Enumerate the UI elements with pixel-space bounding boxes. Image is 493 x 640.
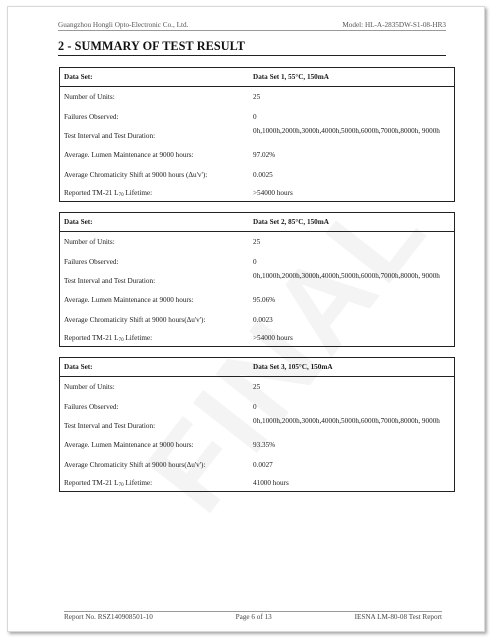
lifetime-label: Reported TM-21 $L_{70}$ Lifetime:: [64, 189, 153, 198]
chroma-value: 0.0023: [253, 316, 273, 324]
data-set-value: Data Set 2, 85°C, 150mA: [253, 218, 329, 226]
failures-value: 0: [253, 403, 257, 411]
data-set-2-table: [59, 212, 455, 347]
model-number: Model: HL-A-2835DW-S1-08-HR3: [342, 21, 446, 29]
data-set-value: Data Set 3, 105°C, 150mA: [253, 363, 333, 371]
failures-label: Failures Observed:: [64, 403, 119, 411]
report-number: Report No. RSZ140908501-10: [64, 613, 153, 621]
data-set-row: [60, 358, 454, 377]
chroma-value: 0.0025: [253, 171, 273, 179]
lifetime-label: Reported TM-21 $L_{70}$ Lifetime:: [64, 334, 153, 343]
units-value: 25: [253, 93, 261, 101]
units-label: Number of Units:: [64, 93, 115, 101]
failures-label: Failures Observed:: [64, 258, 119, 266]
lumen-value: 95.06%: [253, 296, 276, 304]
data-set-row: [60, 213, 454, 232]
interval-label: Test Interval and Test Duration:: [64, 422, 156, 430]
interval-value: 0h,1000h,2000h,3000h,4000h,5000h,6000h,7000h,8000h, 9000h: [253, 417, 440, 425]
page-header: [58, 21, 446, 31]
units-label: Number of Units:: [64, 383, 115, 391]
data-set-1-table: [59, 67, 455, 202]
units-value: 25: [253, 383, 261, 391]
page-footer: [64, 611, 442, 621]
lumen-label: Average. Lumen Maintenance at 9000 hours:: [64, 441, 194, 449]
data-set-label: Data Set:: [64, 73, 93, 81]
lifetime-label: Reported TM-21 $L_{70}$ Lifetime:: [64, 479, 153, 488]
interval-label: Test Interval and Test Duration:: [64, 277, 156, 285]
data-set-value: Data Set 1, 55°C, 150mA: [253, 73, 329, 81]
lumen-label: Average. Lumen Maintenance at 9000 hours:: [64, 296, 194, 304]
lumen-value: 97.02%: [253, 151, 276, 159]
interval-value: 0h,1000h,2000h,3000h,4000h,5000h,6000h,7000h,8000h, 9000h: [253, 127, 440, 135]
section-title: 2 - SUMMARY OF TEST RESULT: [58, 39, 245, 53]
failures-value: 0: [253, 113, 257, 121]
lifetime-value: >54000 hours: [253, 189, 293, 197]
lifetime-value: >54000 hours: [253, 334, 293, 342]
lumen-value: 93.35%: [253, 441, 276, 449]
data-set-label: Data Set:: [64, 218, 93, 226]
lumen-label: Average. Lumen Maintenance at 9000 hours:: [64, 151, 194, 159]
chroma-label: Average Chromaticity Shift at 9000 hours(Δu'v'):: [64, 316, 206, 324]
data-set-3-table: [59, 357, 455, 492]
report-page: [7, 6, 485, 632]
report-standard: IESNA LM-80-08 Test Report: [354, 613, 442, 621]
interval-label: Test Interval and Test Duration:: [64, 132, 156, 140]
failures-label: Failures Observed:: [64, 113, 119, 121]
page-number: Page 6 of 13: [235, 613, 272, 621]
data-set-row: [60, 68, 454, 87]
company-name: Guangzhou Hongli Opto-Electronic Co., Ltd.: [58, 21, 189, 29]
units-value: 25: [253, 238, 261, 246]
interval-value: 0h,1000h,2000h,3000h,4000h,5000h,6000h,7000h,8000h, 9000h: [253, 272, 440, 280]
title-divider: [58, 55, 446, 56]
failures-value: 0: [253, 258, 257, 266]
chroma-value: 0.0027: [253, 461, 273, 469]
data-set-label: Data Set:: [64, 363, 93, 371]
lifetime-value: 41000 hours: [253, 479, 289, 487]
chroma-label: Average Chromaticity Shift at 9000 hours (Δu'v'):: [64, 171, 208, 179]
chroma-label: Average Chromaticity Shift at 9000 hours(Δu'v'):: [64, 461, 206, 469]
units-label: Number of Units:: [64, 238, 115, 246]
